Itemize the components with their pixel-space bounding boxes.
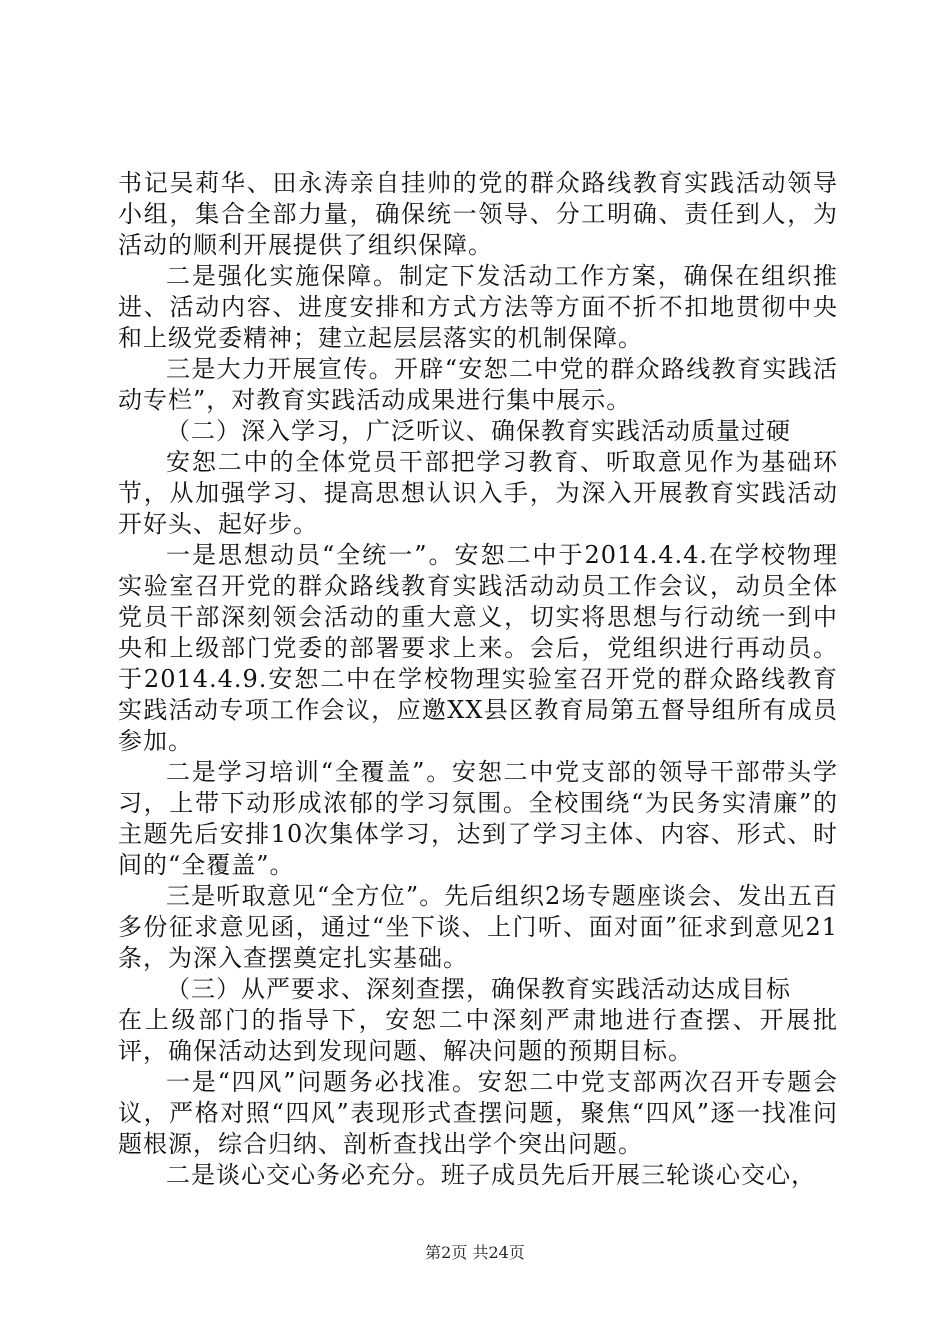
document-body — [118, 168, 838, 1191]
paragraph-continuation: 书记吴莉华、田永涛亲自挂帅的党的群众路线教育实践活动领导小组，集合全部力量，确保统一领导、分工明确、责任到人，为活动的顺利开展提供了组织保障。 — [118, 169, 838, 259]
paragraph-publicity: 三是大力开展宣传。开辟“安恕二中党的群众路线教育实践活动专栏”，对教育实践活动成果进行集中展示。 — [118, 355, 838, 414]
paragraph-study-intro: 安恕二中的全体党员干部把学习教育、听取意见作为基础环节，从加强学习、提高思想认识入手，为深入开展教育实践活动开好头、起好步。 — [118, 448, 838, 538]
paragraph-mobilization: 一是思想动员“全统一”。安恕二中于2014.4.4.在学校物理实验室召开党的群众路线教育实践活动动员工作会议，动员全体党员干部深刻领会活动的重大意义，切实将思想与行动统一到中央和上级部门党委的部署要求上来。会后，党组织进行再动员。于2014.4.9.安恕二中在学校物理实验室召开党的群众路线教育实践活动专项工作会议，应邀XX县区教育局第五督导组所有成员参加。 — [118, 541, 838, 755]
paragraph-implementation-guarantee: 二是强化实施保障。制定下发活动工作方案，确保在组织推进、活动内容、进度安排和方式方法等方面不折不扣地贯彻中央和上级党委精神；建立起层层落实的机制保障。 — [118, 262, 838, 352]
section-heading-3: （三）从严要求、深刻查摆，确保教育实践活动达成目标 — [166, 975, 791, 1003]
paragraph-training: 二是学习培训“全覆盖”。安恕二中党支部的领导干部带头学习，上带下动形成浓郁的学习氛围。全校围绕“为民务实清廉”的主题先后安排10次集体学习，达到了学习主体、内容、形式、时间的“全覆盖”。 — [118, 758, 838, 879]
section-heading-2: （二）深入学习，广泛听议、确保教育实践活动质量过硬 — [166, 417, 791, 445]
paragraph-opinions: 三是听取意见“全方位”。先后组织2场专题座谈会、发出五百多份征求意见函，通过“坐下谈、上门听、面对面”征求到意见21条，为深入查摆奠定扎实基础。 — [118, 882, 838, 972]
page-footer: 第2页 共24页 — [425, 1243, 525, 1262]
paragraph-heart-to-heart: 二是谈心交心务必充分。班子成员先后开展三轮谈心交心， — [166, 1161, 816, 1189]
paragraph-guidance: 在上级部门的指导下，安恕二中深刻严肃地进行查摆、开展批评，确保活动达到发现问题、解决问题的预期目标。 — [118, 1006, 838, 1065]
paragraph-four-winds: 一是“四风”问题务必找准。安恕二中党支部两次召开专题会议，严格对照“四风”表现形式查摆问题，聚焦“四风”逐一找准问题根源，综合归纳、剖析查找出学个突出问题。 — [118, 1068, 838, 1158]
